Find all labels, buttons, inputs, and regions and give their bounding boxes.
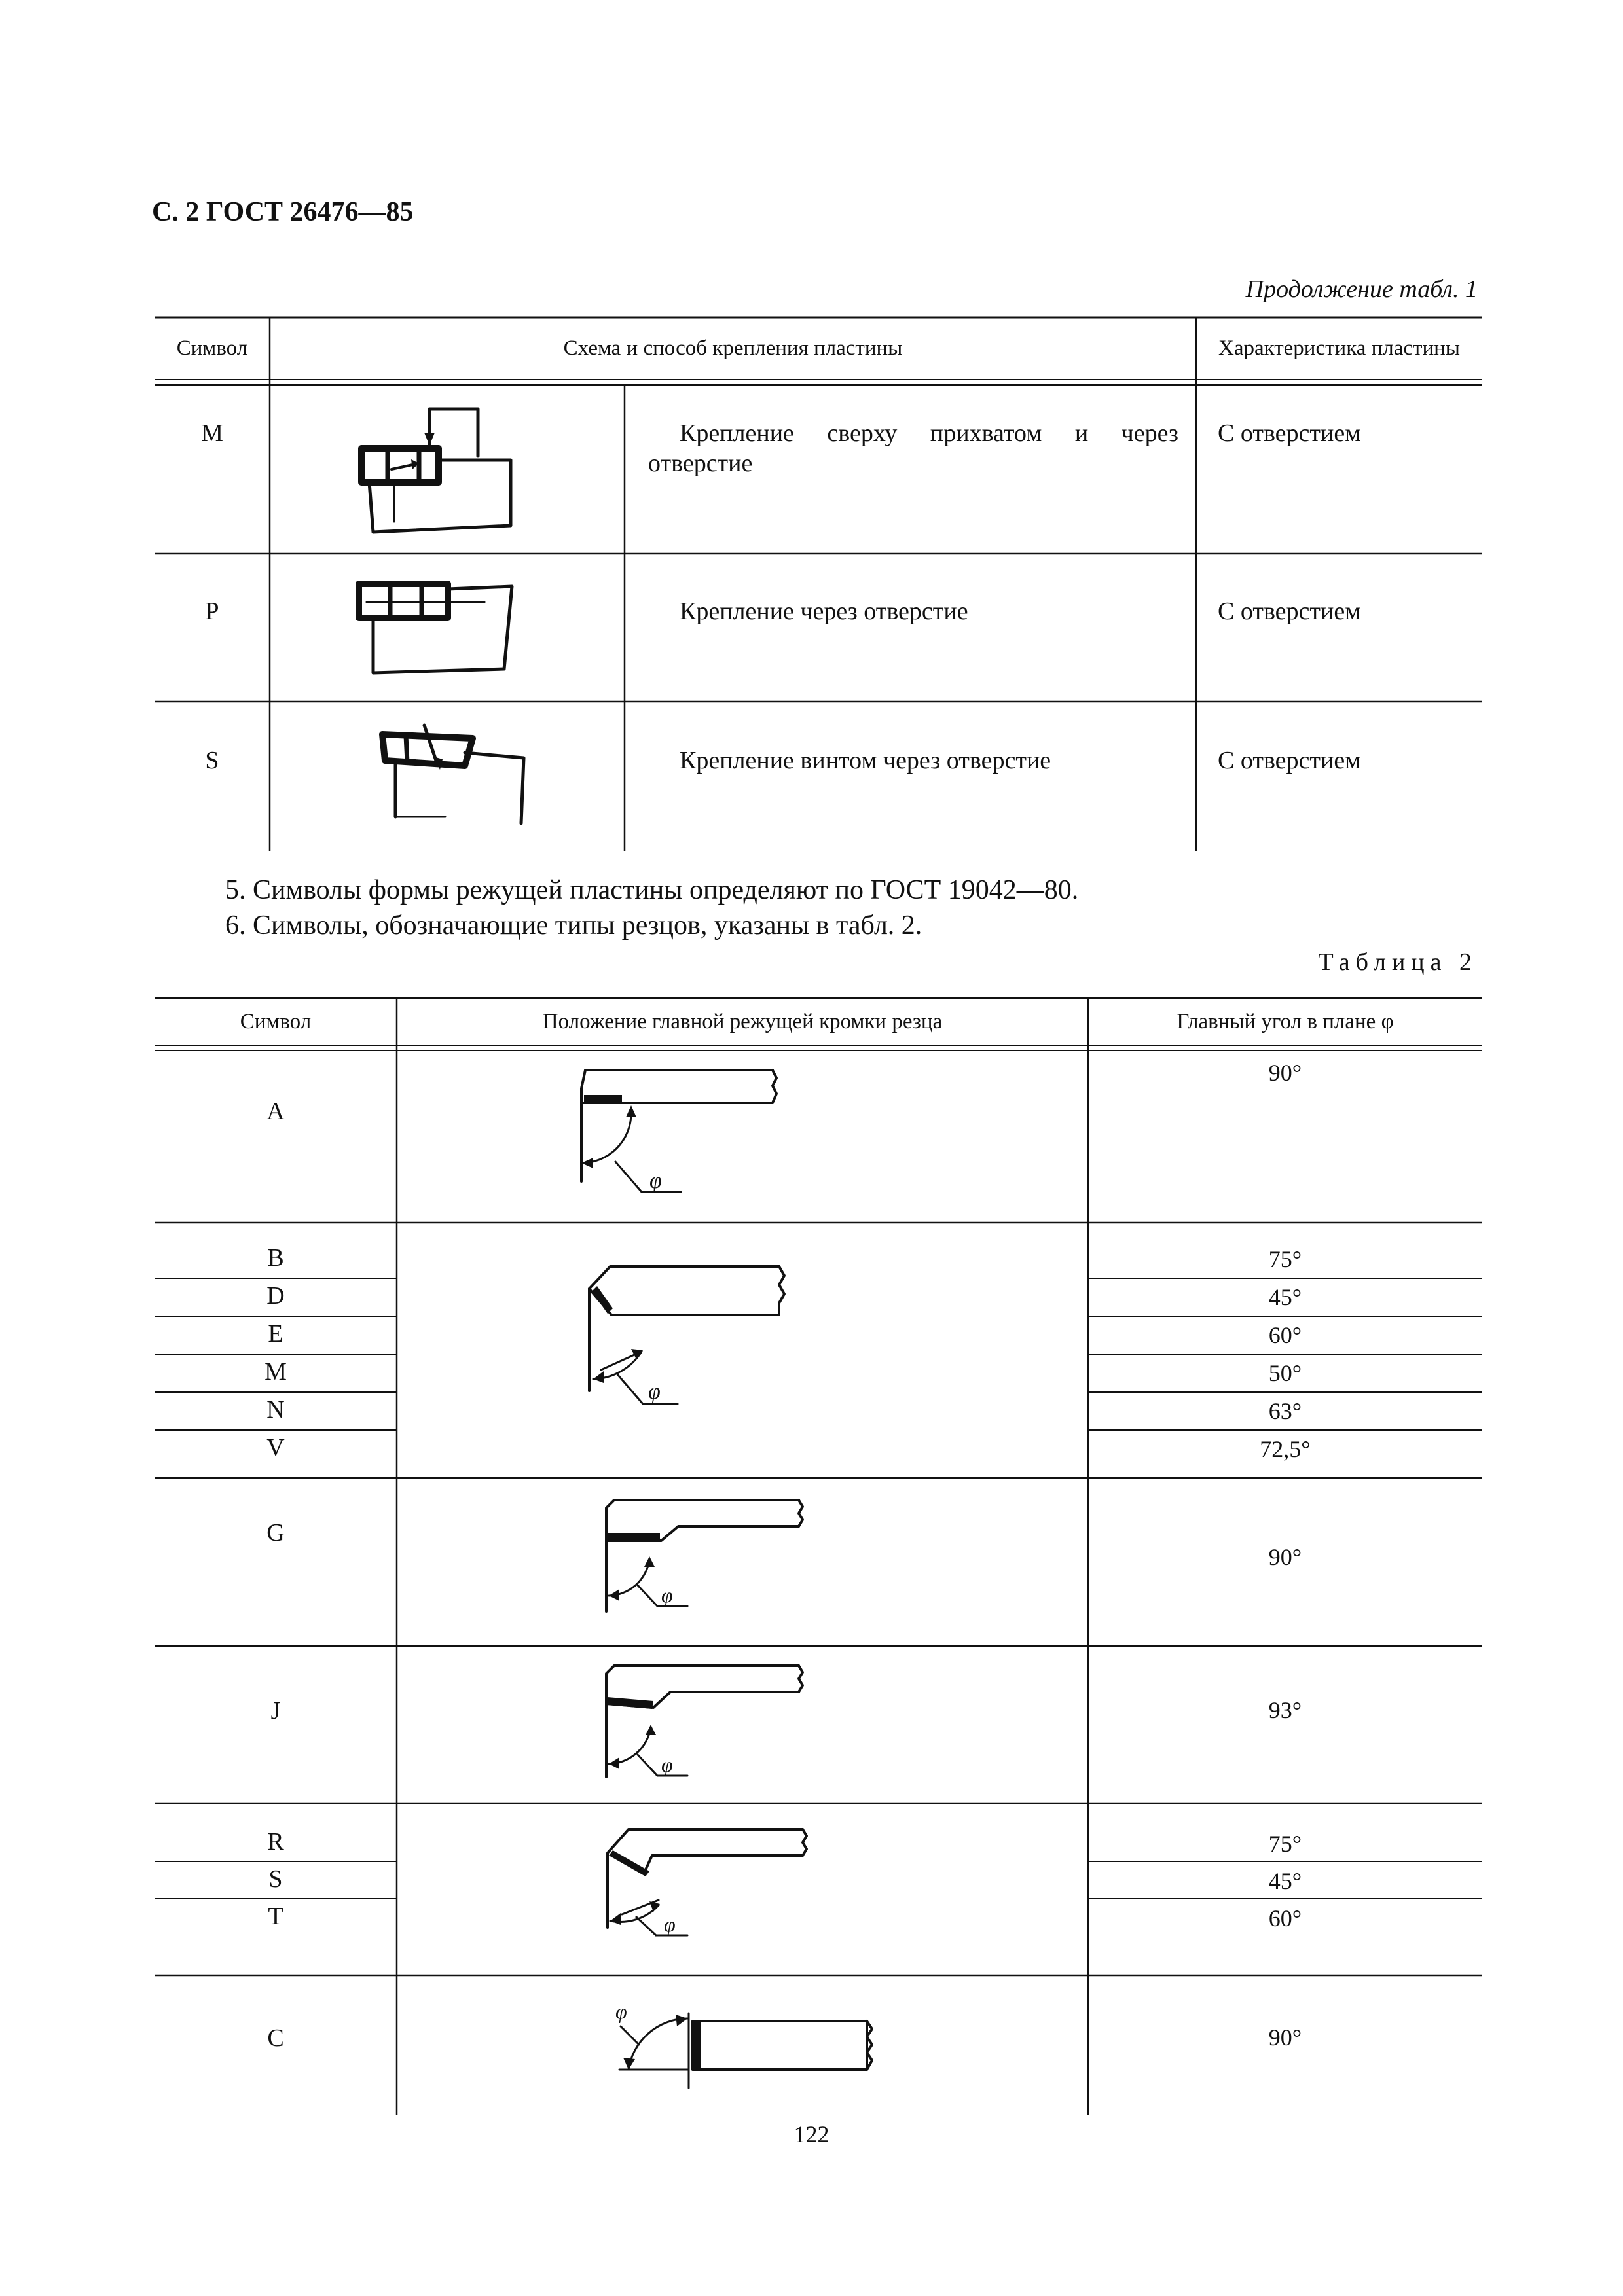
cutter-g-diagram-icon bbox=[596, 1494, 812, 1624]
table1-row-characteristic: С отверстием bbox=[1218, 598, 1361, 625]
table2-symbol: M bbox=[264, 1358, 287, 1386]
page-number: 122 bbox=[793, 2121, 830, 2147]
table2-symbol: C bbox=[267, 2024, 284, 2052]
phi-label: φ bbox=[664, 1912, 676, 1936]
table2-symbol: D bbox=[266, 1282, 285, 1310]
table2-angle: 90° bbox=[1268, 1060, 1302, 1086]
table2-header-angle: Главный угол в плане φ bbox=[1176, 1009, 1394, 1033]
table2-symbol: A bbox=[266, 1098, 285, 1125]
table2-symbol: B bbox=[267, 1244, 284, 1272]
table2-angle: 75° bbox=[1268, 1831, 1302, 1857]
table2-header-symbol: Символ bbox=[240, 1009, 312, 1033]
cutter-r-diagram-icon bbox=[596, 1823, 812, 1954]
table2-angle: 60° bbox=[1268, 1322, 1302, 1348]
table2-symbol: S bbox=[268, 1865, 283, 1893]
table1-row-characteristic: С отверстием bbox=[1218, 420, 1361, 447]
phi-label: φ bbox=[661, 1583, 673, 1607]
table2-symbol: N bbox=[266, 1396, 285, 1424]
table2-angle: 45° bbox=[1268, 1284, 1302, 1310]
table1-row-symbol: S bbox=[205, 747, 219, 774]
table2-caption: Таблица 2 bbox=[1318, 948, 1478, 976]
table2-symbol: J bbox=[270, 1697, 281, 1725]
paragraph-6: 6. Символы, обозначающие типы резцов, указаны в табл. 2. bbox=[225, 910, 922, 941]
table1-continuation-label: Продолжение табл. 1 bbox=[1245, 276, 1478, 303]
table1-header-symbol: Символ bbox=[176, 336, 248, 360]
table2-symbol: E bbox=[268, 1320, 283, 1348]
table1-row-description: Крепление сверху прихватом и через отверстие bbox=[648, 420, 1178, 477]
table2-angle: 90° bbox=[1268, 1544, 1302, 1570]
table1-row-description: Крепление через отверстие bbox=[680, 598, 968, 625]
table1-row-symbol: M bbox=[201, 420, 223, 447]
cutter-j-diagram-icon bbox=[596, 1659, 812, 1790]
table2-angle: 50° bbox=[1268, 1360, 1302, 1386]
table2-angle: 93° bbox=[1268, 1697, 1302, 1723]
paragraph-5: 5. Символы формы режущей пластины определяют по ГОСТ 19042—80. bbox=[225, 875, 1079, 905]
phi-label: φ bbox=[661, 1753, 673, 1776]
table2-symbol: T bbox=[268, 1903, 283, 1930]
table2-symbol: V bbox=[266, 1434, 285, 1462]
table1-row-symbol: P bbox=[205, 598, 219, 625]
cutter-c-diagram-icon bbox=[602, 1990, 890, 2114]
table1-header-scheme: Схема и способ крепления пластины bbox=[563, 336, 903, 360]
phi-label: φ bbox=[615, 2000, 627, 2023]
table2-angle: 63° bbox=[1268, 1398, 1302, 1424]
page-header: С. 2 ГОСТ 26476—85 bbox=[152, 197, 414, 227]
table1-header-characteristic: Характеристика пластины bbox=[1218, 336, 1460, 360]
table1-row-characteristic: С отверстием bbox=[1218, 747, 1361, 774]
table2-angle: 45° bbox=[1268, 1868, 1302, 1894]
table2-angle: 90° bbox=[1268, 2024, 1302, 2051]
cutter-a-diagram-icon bbox=[570, 1064, 792, 1208]
cutter-b-diagram-icon bbox=[570, 1260, 792, 1417]
phi-label: φ bbox=[648, 1380, 661, 1404]
phi-label: φ bbox=[649, 1169, 662, 1193]
table2-symbol: G bbox=[266, 1519, 285, 1547]
table2-header-edge-position: Положение главной режущей кромки резца bbox=[542, 1009, 943, 1033]
table2-symbol: R bbox=[267, 1828, 284, 1856]
table2-angle: 60° bbox=[1268, 1905, 1302, 1931]
table2-angle: 72,5° bbox=[1260, 1436, 1311, 1462]
table1-row-description: Крепление винтом через отверстие bbox=[680, 747, 1051, 774]
table2-angle: 75° bbox=[1268, 1246, 1302, 1272]
